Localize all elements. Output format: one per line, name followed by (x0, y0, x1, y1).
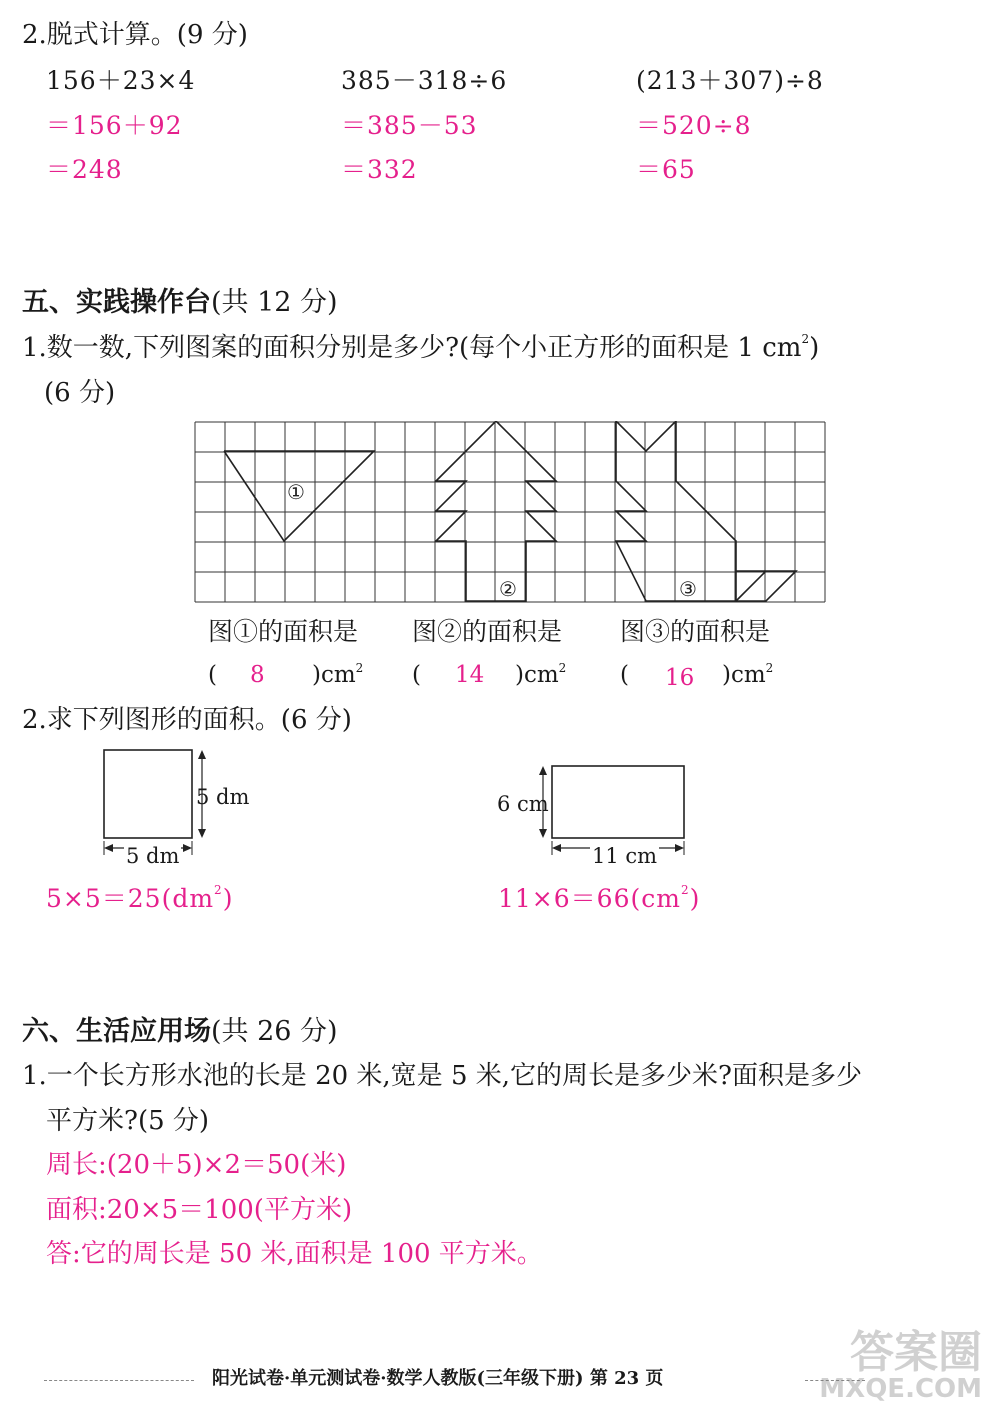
figure-3-answer: 16 (665, 665, 695, 691)
watermark (819, 1327, 982, 1405)
figure-2-answer: 14 (455, 662, 485, 688)
section-6-points: (共 26 分) (211, 1016, 338, 1047)
square-side-label: 5 dm (196, 785, 250, 809)
figure-1-answer-unit (312, 661, 364, 688)
final-answer: 答:它的周长是 50 米,面积是 100 平方米。 (46, 1239, 543, 1269)
calc-expression-3: (213＋307)÷8 (636, 66, 824, 95)
figure-1-unit-sup: 2 (355, 661, 364, 675)
watermark-site: MXQE.COM (819, 1374, 982, 1405)
figure-3-answer-unit (722, 661, 774, 688)
calc-step-1-2: ＝248 (46, 155, 123, 184)
figure-2-answer-open: ( (412, 662, 421, 688)
calc-step-2-1: ＝385－53 (341, 111, 478, 140)
rectangle-area-answer-sup: 2 (680, 883, 690, 897)
rectangle-width-label: 11 cm (592, 844, 658, 868)
section-5-q1-sup: 2 (801, 332, 810, 346)
calc-question-title: 2.脱式计算。(9 分) (22, 20, 248, 50)
figure-2-answer-unit (515, 661, 567, 688)
figure-3-answer-open: ( (620, 662, 629, 688)
rectangle-area-answer (498, 883, 701, 913)
figure-3-outline (616, 421, 736, 601)
figure-1-marker: ① (287, 480, 305, 504)
calc-step-2-2: ＝332 (341, 155, 418, 184)
figure-2-unit-sup: 2 (558, 661, 567, 675)
figure-2-marker: ② (499, 577, 517, 601)
section-6-q1-line2: 平方米?(5 分) (46, 1106, 210, 1136)
area-answer: 面积:20×5＝100(平方米) (46, 1195, 353, 1225)
calc-step-3-1: ＝520÷8 (636, 111, 752, 140)
rectangle-height-label: 6 cm (497, 792, 549, 816)
section-5-heading (22, 289, 338, 316)
figure-3-tail (736, 571, 796, 601)
section-6-heading (22, 1018, 338, 1045)
calc-expression-2: 385－318÷6 (341, 66, 508, 95)
rectangle-area-answer-close: ) (689, 884, 701, 913)
perimeter-answer: 周长:(20＋5)×2＝50(米) (46, 1150, 347, 1180)
area-grid-figure (194, 421, 832, 605)
section-5-points: (共 12 分) (211, 287, 338, 318)
section-5-q1-text (22, 332, 820, 363)
figure-1-answer-open: ( (208, 662, 217, 688)
figure-3-marker: ③ (679, 577, 697, 601)
watermark-title: 答案圈 (850, 1327, 982, 1379)
square-area-answer-close: ) (222, 884, 234, 913)
grid-lines (195, 422, 825, 602)
square-area-answer-text: 5×5＝25(dm (46, 884, 215, 913)
figure-3-label: 图③的面积是 (620, 617, 771, 646)
section-5-title: 五、实践操作台 (22, 287, 211, 318)
calc-step-1-1: ＝156＋92 (46, 111, 183, 140)
section-5-q1-line1: 1.数一数,下列图案的面积分别是多少?(每个小正方形的面积是 1 cm (22, 333, 802, 363)
section-5-q1-points: (6 分) (44, 378, 116, 408)
figure-2-unit: )cm (515, 662, 559, 688)
square-area-answer (46, 883, 234, 913)
section-6-title: 六、生活应用场 (22, 1016, 211, 1047)
section-5-q1-close: ) (809, 333, 820, 363)
square-area-answer-sup: 2 (214, 883, 223, 897)
figure-2-outline (436, 421, 556, 601)
figure-1-label: 图①的面积是 (208, 617, 359, 646)
square-bottom-label: 5 dm (126, 844, 180, 868)
figure-2-label: 图②的面积是 (412, 617, 563, 646)
section-6-q1-line1: 1.一个长方形水池的长是 20 米,宽是 5 米,它的周长是多少米?面积是多少 (22, 1061, 862, 1091)
footer-dash-left (44, 1380, 194, 1381)
figure-1-answer: 8 (250, 662, 265, 688)
rectangle-area-answer-text: 11×6＝66(cm (498, 884, 681, 913)
section-5-q2-title: 2.求下列图形的面积。(6 分) (22, 705, 352, 735)
calc-step-3-2: ＝65 (636, 155, 696, 184)
figure-3-unit: )cm (722, 662, 766, 688)
footer-text: 阳光试卷·单元测试卷·数学人教版(三年级下册) 第 23 页 (212, 1368, 664, 1389)
calc-expression-1: 156＋23×4 (46, 66, 196, 95)
figure-1-unit: )cm (312, 662, 356, 688)
figure-3-unit-sup: 2 (765, 661, 774, 675)
